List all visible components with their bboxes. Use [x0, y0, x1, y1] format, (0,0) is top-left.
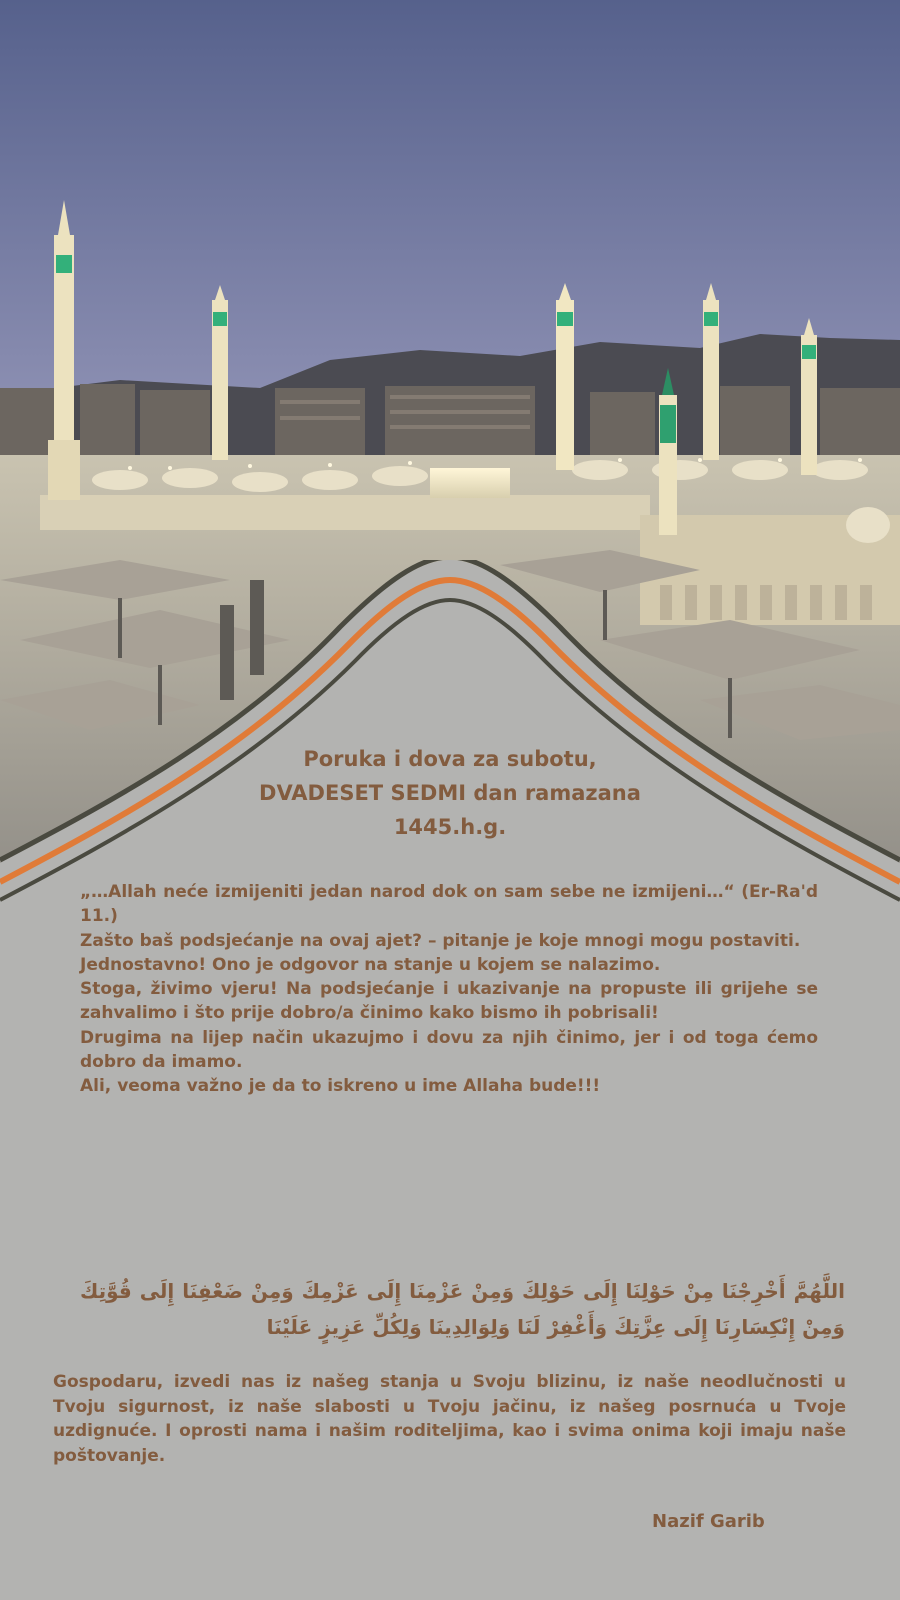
message-body: [80, 880, 818, 1099]
page-title: [150, 742, 750, 844]
title-line-2: DVADESET SEDMI dan ramazana: [259, 781, 641, 805]
dua-arabic: اللَّهُمَّ أَخْرِجْنَا مِنْ حَوْلِنَا إِلَى حَوْلِكَ وَمِنْ عَزْمِنَا إِلَى عَزْمِكَ وَمِنْ ضَعْفِنَا إِلَى قُوَّتِكَ وَمِنْ إِنْكِسَارِنَا إِلَى عِزَّتِكَ وَأَغْفِرْ لَنَا وَلِوَالِدِينَا وَلِكُلِّ عَزِيزٍ عَلَيْنَا: [80, 1279, 845, 1339]
message-paragraph: Zašto baš podsjećanje na ovaj ajet? – pitanje je koje mnogi mogu postaviti.: [80, 930, 801, 951]
message-paragraph: Jednostavno! Ono je odgovor na stanje u kojem se nalazimo.: [80, 954, 661, 975]
message-paragraph: „…Allah neće izmijeniti jedan narod dok on sam sebe ne izmijeni…“ (Er-Ra'd 11.): [80, 882, 818, 927]
title-line-3: 1445.h.g.: [393, 815, 507, 839]
message-paragraph: Stoga, živimo vjeru! Na podsjećanje i ukazivanje na propuste ili grijehe se zahvalimo i što prije dobro/a činimo kako bismo ih pobrisali!: [80, 979, 818, 1024]
title-line-1: Poruka i dova za subotu,: [303, 747, 597, 771]
author-signature: Nazif Garib: [652, 1511, 765, 1532]
message-paragraph: Ali, veoma važno je da to iskreno u ime Allaha bude!!!: [80, 1076, 601, 1097]
dua-translation: Gospodaru, izvedi nas iz našeg stanja u Svoju blizinu, iz naše neodlučnosti u Tvoju sigurnost, iz naše slabosti u Tvoju jačinu, iz našeg posrnuća u Tvoje uzdignuće. I oprosti nama i našim roditeljima, kao i svima onima koji imaju naše poštovanje.: [53, 1372, 846, 1466]
message-paragraph: Drugima na lijep način ukazujmo i dovu za njih činimo, jer i od toga ćemo dobro da imamo.: [80, 1027, 818, 1073]
